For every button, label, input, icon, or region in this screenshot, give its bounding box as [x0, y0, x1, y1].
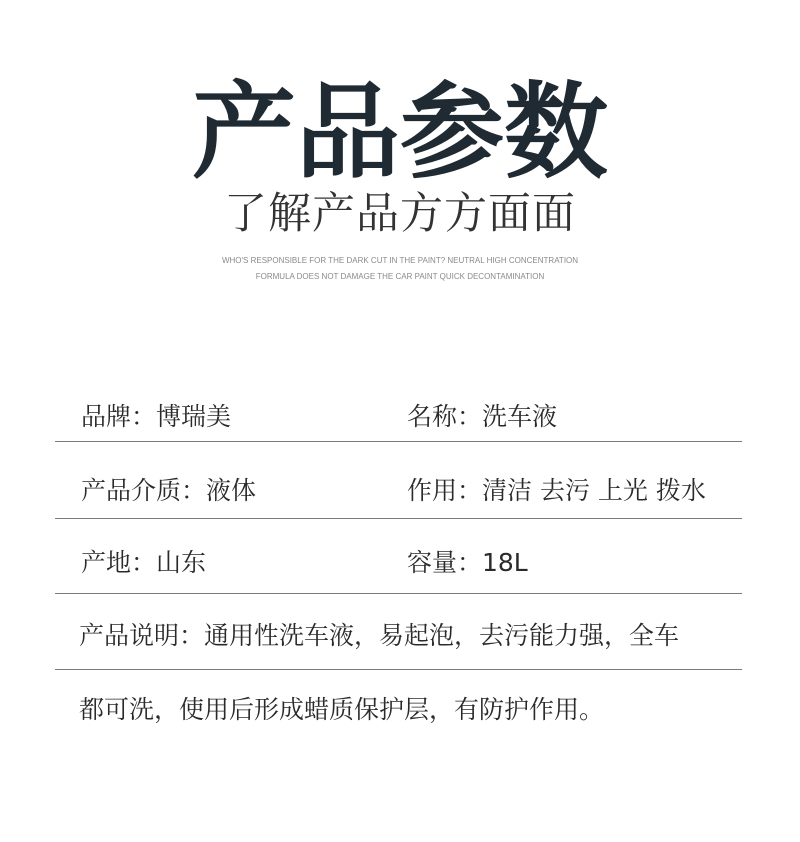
page-subtitle: 了解产品方方面面 [224, 189, 576, 239]
divider [55, 441, 742, 442]
param-medium: 产品介质：液体 [81, 476, 257, 505]
param-origin: 产地：山东 [81, 548, 207, 577]
param-row-brand [55, 397, 742, 437]
param-row-medium [55, 471, 742, 511]
description-line-1: 产品说明：通用性洗车液，易起泡，去污能力强，全车 [79, 621, 680, 650]
english-tagline-1: WHO'S RESPONSIBLE FOR THE DARK CUT IN THE PAINT? NEUTRAL HIGH CONCENTRATION [221, 256, 579, 265]
divider [55, 593, 742, 594]
param-capacity: 容量：18L [407, 548, 528, 577]
page-title: 产品参数 [191, 71, 608, 193]
divider [55, 518, 742, 519]
param-function: 作用：清洁 去污 上光 拨水 [407, 476, 706, 505]
divider [55, 669, 742, 670]
param-brand: 品牌：博瑞美 [81, 402, 232, 431]
param-row-origin [55, 543, 742, 583]
param-name: 名称：洗车液 [407, 402, 558, 431]
english-tagline-2: FORMULA DOES NOT DAMAGE THE CAR PAINT QUICK DECONTAMINATION [255, 272, 545, 281]
description-line-2: 都可洗，使用后形成蜡质保护层，有防护作用。 [79, 695, 605, 724]
